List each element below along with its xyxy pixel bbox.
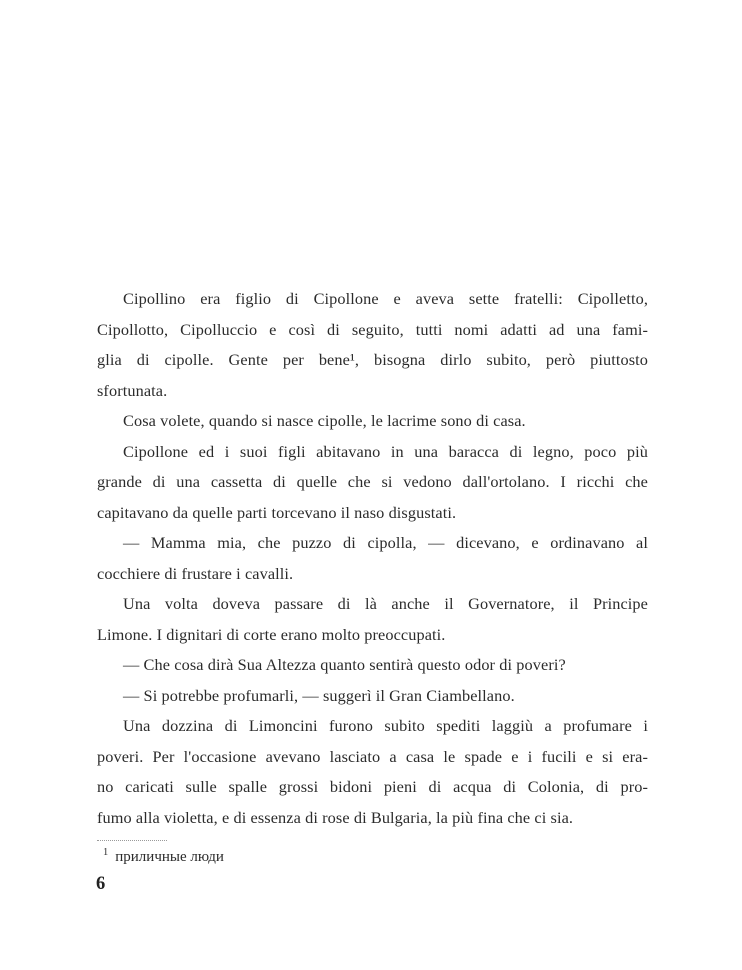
text-line: Una volta doveva passare di là anche il Governatore, il Principe — [123, 594, 648, 613]
page-number: 6 — [96, 874, 106, 894]
text-line: sfortunata. — [97, 380, 168, 400]
paragraph — [97, 711, 648, 833]
body-text — [97, 284, 648, 833]
text-line: no caricati sulle spalle grossi bidoni pieni di acqua di Colonia, di pro- — [97, 777, 648, 796]
paragraph — [97, 528, 648, 589]
text-line: capitavano da quelle parti torcevano il naso disgustati. — [97, 502, 457, 522]
text-line: grande di una cassetta di quelle che si vedono dall'ortolano. I ricchi che — [97, 472, 648, 491]
text-line: fumo alla violetta, e di essenza di rose di Bulgaria, la più fina che ci sia. — [97, 807, 574, 827]
text-line: Limone. I dignitari di corte erano molto preoccupati. — [97, 624, 446, 644]
footnote — [97, 833, 648, 867]
paragraph — [97, 589, 648, 650]
text-line: Cipollotto, Cipolluccio e così di seguito, tutti nomi adatti ad una fami- — [97, 319, 648, 339]
text-line: — Si potrebbe profumarli, — suggerì il Gran Ciambellano. — [123, 685, 515, 705]
text-line: — Mamma mia, che puzzo di cipolla, — dicevano, e ordinavano al — [123, 533, 648, 552]
text-line: Una dozzina di Limoncini furono subito spediti laggiù a profumare i — [123, 716, 648, 735]
paragraph — [97, 284, 648, 406]
footnote-divider — [97, 840, 167, 841]
text-line: — Che cosa dirà Sua Altezza quanto sentirà questo odor di poveri? — [123, 655, 566, 674]
text-line: glia di cipolle. Gente per bene¹, bisogna dirlo subito, però piuttosto — [97, 350, 648, 369]
paragraph — [97, 437, 648, 529]
text-line: cocchiere di frustare i cavalli. — [97, 563, 294, 583]
paragraph — [97, 681, 648, 712]
text-line: Cipollone ed i suoi figli abitavano in una baracca di legno, poco più — [123, 441, 648, 461]
paragraph — [97, 406, 648, 437]
text-line: poveri. Per l'occasione avevano lasciato a casa le spade e i fucili e si era- — [97, 746, 648, 766]
text-line: Cosa volete, quando si nasce cipolle, le lacrime sono di casa. — [123, 411, 526, 430]
footnote-text: приличные люди — [115, 849, 224, 865]
footnote-line — [97, 847, 648, 867]
footnote-marker: 1 — [103, 847, 109, 858]
text-line: Cipollino era figlio di Cipollone e aveva sette fratelli: Cipolletto, — [123, 289, 648, 308]
paragraph — [97, 650, 648, 681]
